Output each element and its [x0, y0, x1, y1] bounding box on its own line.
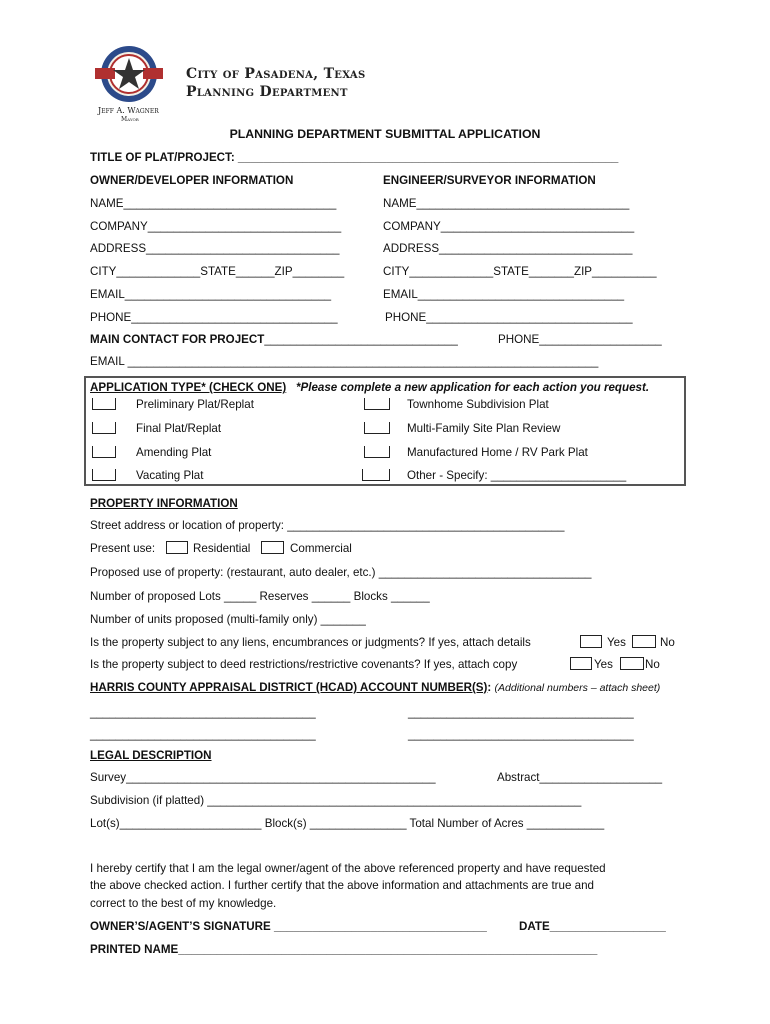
certification-line-2: the above checked action. I further certify that the above information and attachments are true and [90, 879, 594, 892]
option-preliminary-plat: Preliminary Plat/Replat [136, 398, 254, 411]
official-name: Jeff A. Wagner [98, 106, 159, 115]
hcad-note: (Additional numbers – attach sheet) [494, 682, 661, 694]
lots-blocks-acres-field[interactable]: Lot(s)______________________ Block(s) _______________ Total Number of Acres ____________ [90, 817, 605, 830]
liens-no-label: No [660, 636, 675, 649]
checkbox-deed-yes[interactable] [570, 657, 592, 670]
liens-question: Is the property subject to any liens, encumbrances or judgments? If yes, attach details [90, 636, 531, 649]
present-use-label: Present use: [90, 542, 156, 555]
proposed-use-field[interactable]: Proposed use of property: (restaurant, auto dealer, etc.) _________________________________ [90, 566, 592, 579]
owner-name-field[interactable]: NAME_________________________________ [90, 197, 337, 210]
deed-no-label: No [645, 658, 660, 671]
engineer-city-field[interactable]: CITY_____________STATE_______ZIP__________ [383, 265, 657, 278]
checkbox-deed-no[interactable] [620, 657, 644, 670]
checkbox-other[interactable] [362, 469, 390, 481]
checkbox-multifamily[interactable] [364, 422, 390, 434]
certification-line-1: I hereby certify that I am the legal owner/agent of the above referenced property and have requested [90, 862, 606, 875]
engineer-email-field[interactable]: EMAIL________________________________ [383, 288, 625, 301]
hcad-field-3[interactable]: ___________________________________ [90, 728, 316, 741]
checkbox-commercial[interactable] [261, 541, 284, 554]
option-final-plat: Final Plat/Replat [136, 422, 222, 435]
main-contact-row [90, 333, 458, 346]
owner-company-field[interactable]: COMPANY______________________________ [90, 220, 342, 233]
application-type-note: *Please complete a new application for each action you request. [296, 381, 650, 394]
hcad-field-2[interactable]: ___________________________________ [408, 706, 634, 719]
hcad-field-1[interactable]: ___________________________________ [90, 706, 316, 719]
engineer-company-field[interactable]: COMPANY______________________________ [383, 220, 635, 233]
hcad-heading: HARRIS COUNTY APPRAISAL DISTRICT (HCAD) ACCOUNT NUMBER(S) [90, 681, 488, 694]
option-multifamily: Multi-Family Site Plan Review [407, 422, 561, 435]
owner-city-field[interactable]: CITY_____________STATE______ZIP________ [90, 265, 345, 278]
main-contact-email-field[interactable]: EMAIL _________________________________________________________________________ [90, 355, 599, 368]
checkbox-liens-no[interactable] [632, 635, 656, 648]
deed-yes-label: Yes [594, 658, 613, 671]
street-address-field[interactable]: Street address or location of property: ___________________________________________ [90, 519, 565, 532]
survey-field[interactable]: Survey________________________________________________ [90, 771, 436, 784]
owner-phone-field[interactable]: PHONE________________________________ [90, 311, 338, 324]
certification-line-3: correct to the best of my knowledge. [90, 897, 277, 910]
option-residential: Residential [193, 542, 251, 555]
proposed-lots-field[interactable]: Number of proposed Lots _____ Reserves ______ Blocks ______ [90, 590, 430, 603]
option-manufactured-home: Manufactured Home / RV Park Plat [407, 446, 588, 459]
hcad-row: HARRIS COUNTY APPRAISAL DISTRICT (HCAD) ACCOUNT NUMBER(S): (Additional numbers – attach sheet) [90, 681, 661, 694]
liens-yes-label: Yes [607, 636, 626, 649]
engineer-name-field[interactable]: NAME_________________________________ [383, 197, 630, 210]
engineer-phone-field[interactable]: PHONE________________________________ [385, 311, 633, 324]
printed-name-field[interactable]: PRINTED NAME_________________________________________________________________ [90, 943, 598, 956]
legal-heading: LEGAL DESCRIPTION [90, 749, 212, 762]
main-contact-label: MAIN CONTACT FOR PROJECT [90, 333, 265, 346]
deed-question: Is the property subject to deed restrictions/restrictive covenants? If yes, attach copy [90, 658, 518, 671]
owner-address-field[interactable]: ADDRESS______________________________ [90, 242, 340, 255]
option-other-specify[interactable]: Other - Specify: _____________________ [407, 469, 627, 482]
option-commercial: Commercial [290, 542, 352, 555]
hcad-field-4[interactable]: ___________________________________ [408, 728, 634, 741]
checkbox-vacating-plat[interactable] [92, 469, 116, 481]
engineer-heading: ENGINEER/SURVEYOR INFORMATION [383, 174, 596, 187]
application-type-heading: APPLICATION TYPE* (CHECK ONE) [90, 381, 287, 394]
title-of-plat-field[interactable]: TITLE OF PLAT/PROJECT: ___________________________________________________________ [90, 151, 619, 164]
owner-heading: OWNER/DEVELOPER INFORMATION [90, 174, 294, 187]
department-name: Planning Department [186, 84, 348, 100]
checkbox-final-plat[interactable] [92, 422, 116, 434]
city-seal [94, 44, 164, 104]
option-amending-plat: Amending Plat [136, 446, 212, 459]
date-field[interactable]: DATE__________________ [519, 920, 666, 933]
checkbox-townhome-plat[interactable] [364, 398, 390, 410]
checkbox-amending-plat[interactable] [92, 446, 116, 458]
engineer-address-field[interactable]: ADDRESS______________________________ [383, 242, 633, 255]
units-proposed-field[interactable]: Number of units proposed (multi-family only) _______ [90, 613, 366, 626]
option-vacating-plat: Vacating Plat [136, 469, 204, 482]
checkbox-liens-yes[interactable] [580, 635, 602, 648]
signature-row [90, 920, 487, 933]
city-seal-icon [94, 44, 164, 104]
abstract-field[interactable]: Abstract___________________ [497, 771, 663, 784]
option-townhome-plat: Townhome Subdivision Plat [407, 398, 549, 411]
signature-label: OWNER’S/AGENT’S SIGNATURE [90, 920, 271, 933]
org-name: City of Pasadena, Texas [186, 66, 366, 82]
property-heading: PROPERTY INFORMATION [90, 497, 238, 510]
owner-email-field[interactable]: EMAIL________________________________ [90, 288, 332, 301]
official-title: Mayor [121, 116, 139, 123]
main-contact-field[interactable]: ______________________________ [264, 333, 458, 346]
form-title: PLANNING DEPARTMENT SUBMITTAL APPLICATION [229, 127, 541, 141]
subdivision-field[interactable]: Subdivision (if platted) __________________________________________________________ [90, 794, 582, 807]
main-contact-phone-field[interactable]: PHONE___________________ [498, 333, 662, 346]
checkbox-preliminary-plat[interactable] [92, 398, 116, 410]
checkbox-residential[interactable] [166, 541, 188, 554]
checkbox-manufactured-home[interactable] [364, 446, 390, 458]
signature-field[interactable]: _________________________________ [274, 920, 487, 933]
